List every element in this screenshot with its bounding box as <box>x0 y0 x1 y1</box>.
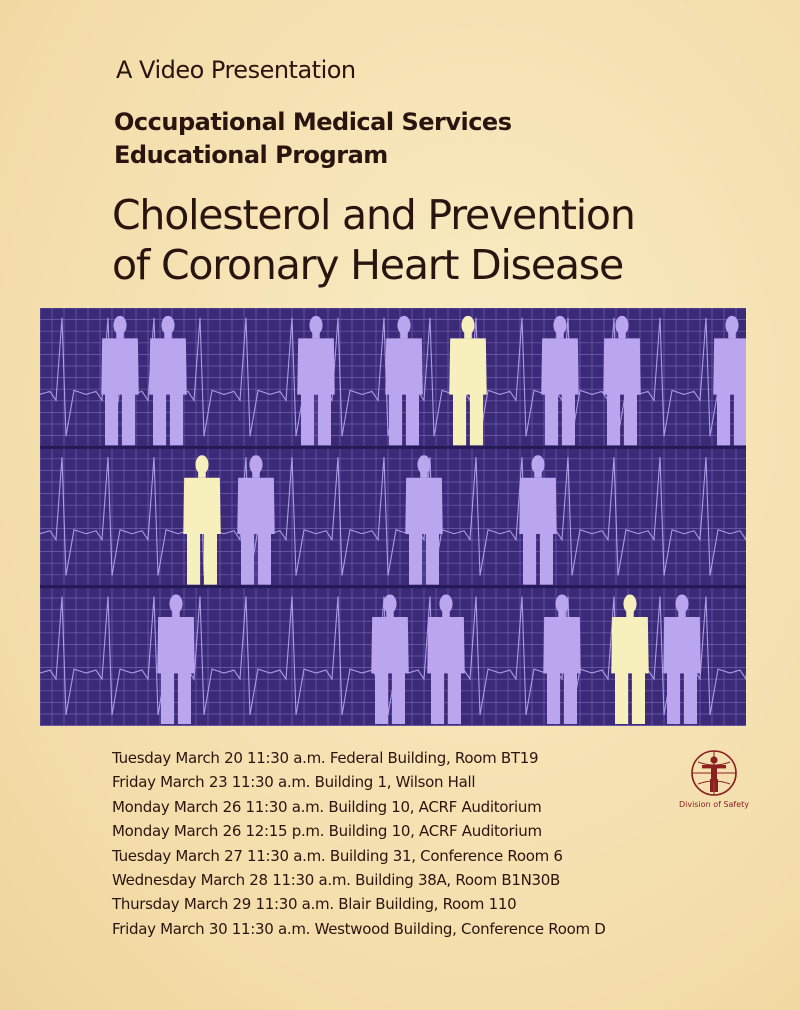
poster-title <box>112 190 635 290</box>
program-name <box>114 106 512 172</box>
poster-kicker: A Video Presentation <box>116 56 356 84</box>
division-of-safety-icon <box>689 748 739 798</box>
schedule-entry: Wednesday March 28 11:30 a.m. Building 38A, Room B1N30B <box>112 871 560 890</box>
schedule-entry: Monday March 26 11:30 a.m. Building 10, ACRF Auditorium <box>112 797 542 816</box>
program-name-line-1: Occupational Medical Services <box>114 108 512 136</box>
program-name-line-2: Educational Program <box>114 141 388 169</box>
schedule-entry: Tuesday March 20 11:30 a.m. Federal Building, Room BT19 <box>112 749 539 767</box>
schedule-entry: Friday March 30 11:30 a.m. Westwood Building, Conference Room D <box>112 919 606 938</box>
poster-title-line-1: Cholesterol and Prevention <box>112 191 635 239</box>
schedule-entry: Tuesday March 27 11:30 a.m. Building 31, Conference Room 6 <box>112 846 563 865</box>
logo-label: Division of Safety <box>678 800 750 809</box>
division-of-safety-logo <box>676 748 752 809</box>
screening-schedule <box>112 746 605 941</box>
poster-title-line-2: of Coronary Heart Disease <box>112 241 623 289</box>
schedule-entry: Friday March 23 11:30 a.m. Building 1, Wilson Hall <box>112 773 476 792</box>
ecg-figures-artwork <box>40 308 746 726</box>
schedule-entry: Thursday March 29 11:30 a.m. Blair Building, Room 110 <box>112 895 517 914</box>
schedule-entry: Monday March 26 12:15 p.m. Building 10, ACRF Auditorium <box>112 822 542 841</box>
